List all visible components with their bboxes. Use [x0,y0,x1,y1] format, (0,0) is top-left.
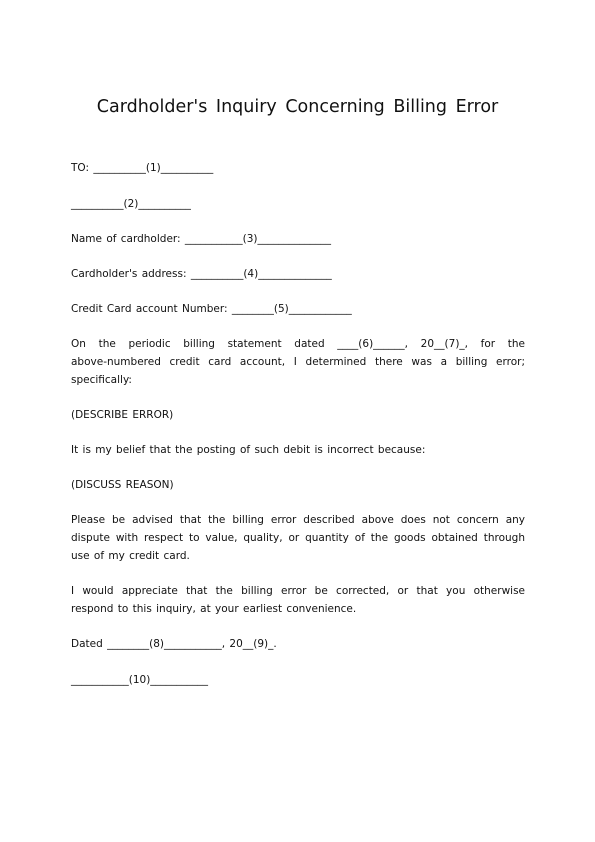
cardholder-address-line: Cardholder's address: __________(4)______________ [71,268,332,280]
appreciate-row: I would appreciate that the billing error be corrected, or that you otherwise [71,585,525,597]
advised-row: dispute with respect to value, quality, or quantity of the goods obtained through [71,532,525,544]
account-number-line: Credit Card account Number: ________(5)____________ [71,303,352,315]
recipient-line: __________(2)__________ [71,198,191,210]
advised-paragraph [71,511,525,565]
appreciate-row: respond to this inquiry, at your earliest convenience. [71,603,357,615]
to-line: TO: __________(1)__________ [71,162,214,174]
statement-row: specifically: [71,374,132,386]
statement-paragraph [71,335,525,389]
document-title: Cardholder's Inquiry Concerning Billing Error [96,97,499,117]
describe-error-placeholder: (DESCRIBE ERROR) [71,409,174,421]
statement-row: On the periodic billing statement dated ____(6)______, 20__(7)_, for the [71,338,525,350]
signature-line: ___________(10)___________ [71,674,209,686]
appreciate-paragraph [71,582,525,618]
statement-row: above-numbered credit card account, I determined there was a billing error; [71,356,525,368]
dated-line: Dated ________(8)___________, 20__(9)_. [71,638,277,650]
advised-row: Please be advised that the billing error described above does not concern any [71,514,525,526]
discuss-reason-placeholder: (DISCUSS REASON) [71,479,174,491]
advised-row: use of my credit card. [71,550,190,562]
belief-line: It is my belief that the posting of such debit is incorrect because: [71,444,426,456]
cardholder-name-line: Name of cardholder: ___________(3)______________ [71,233,332,245]
